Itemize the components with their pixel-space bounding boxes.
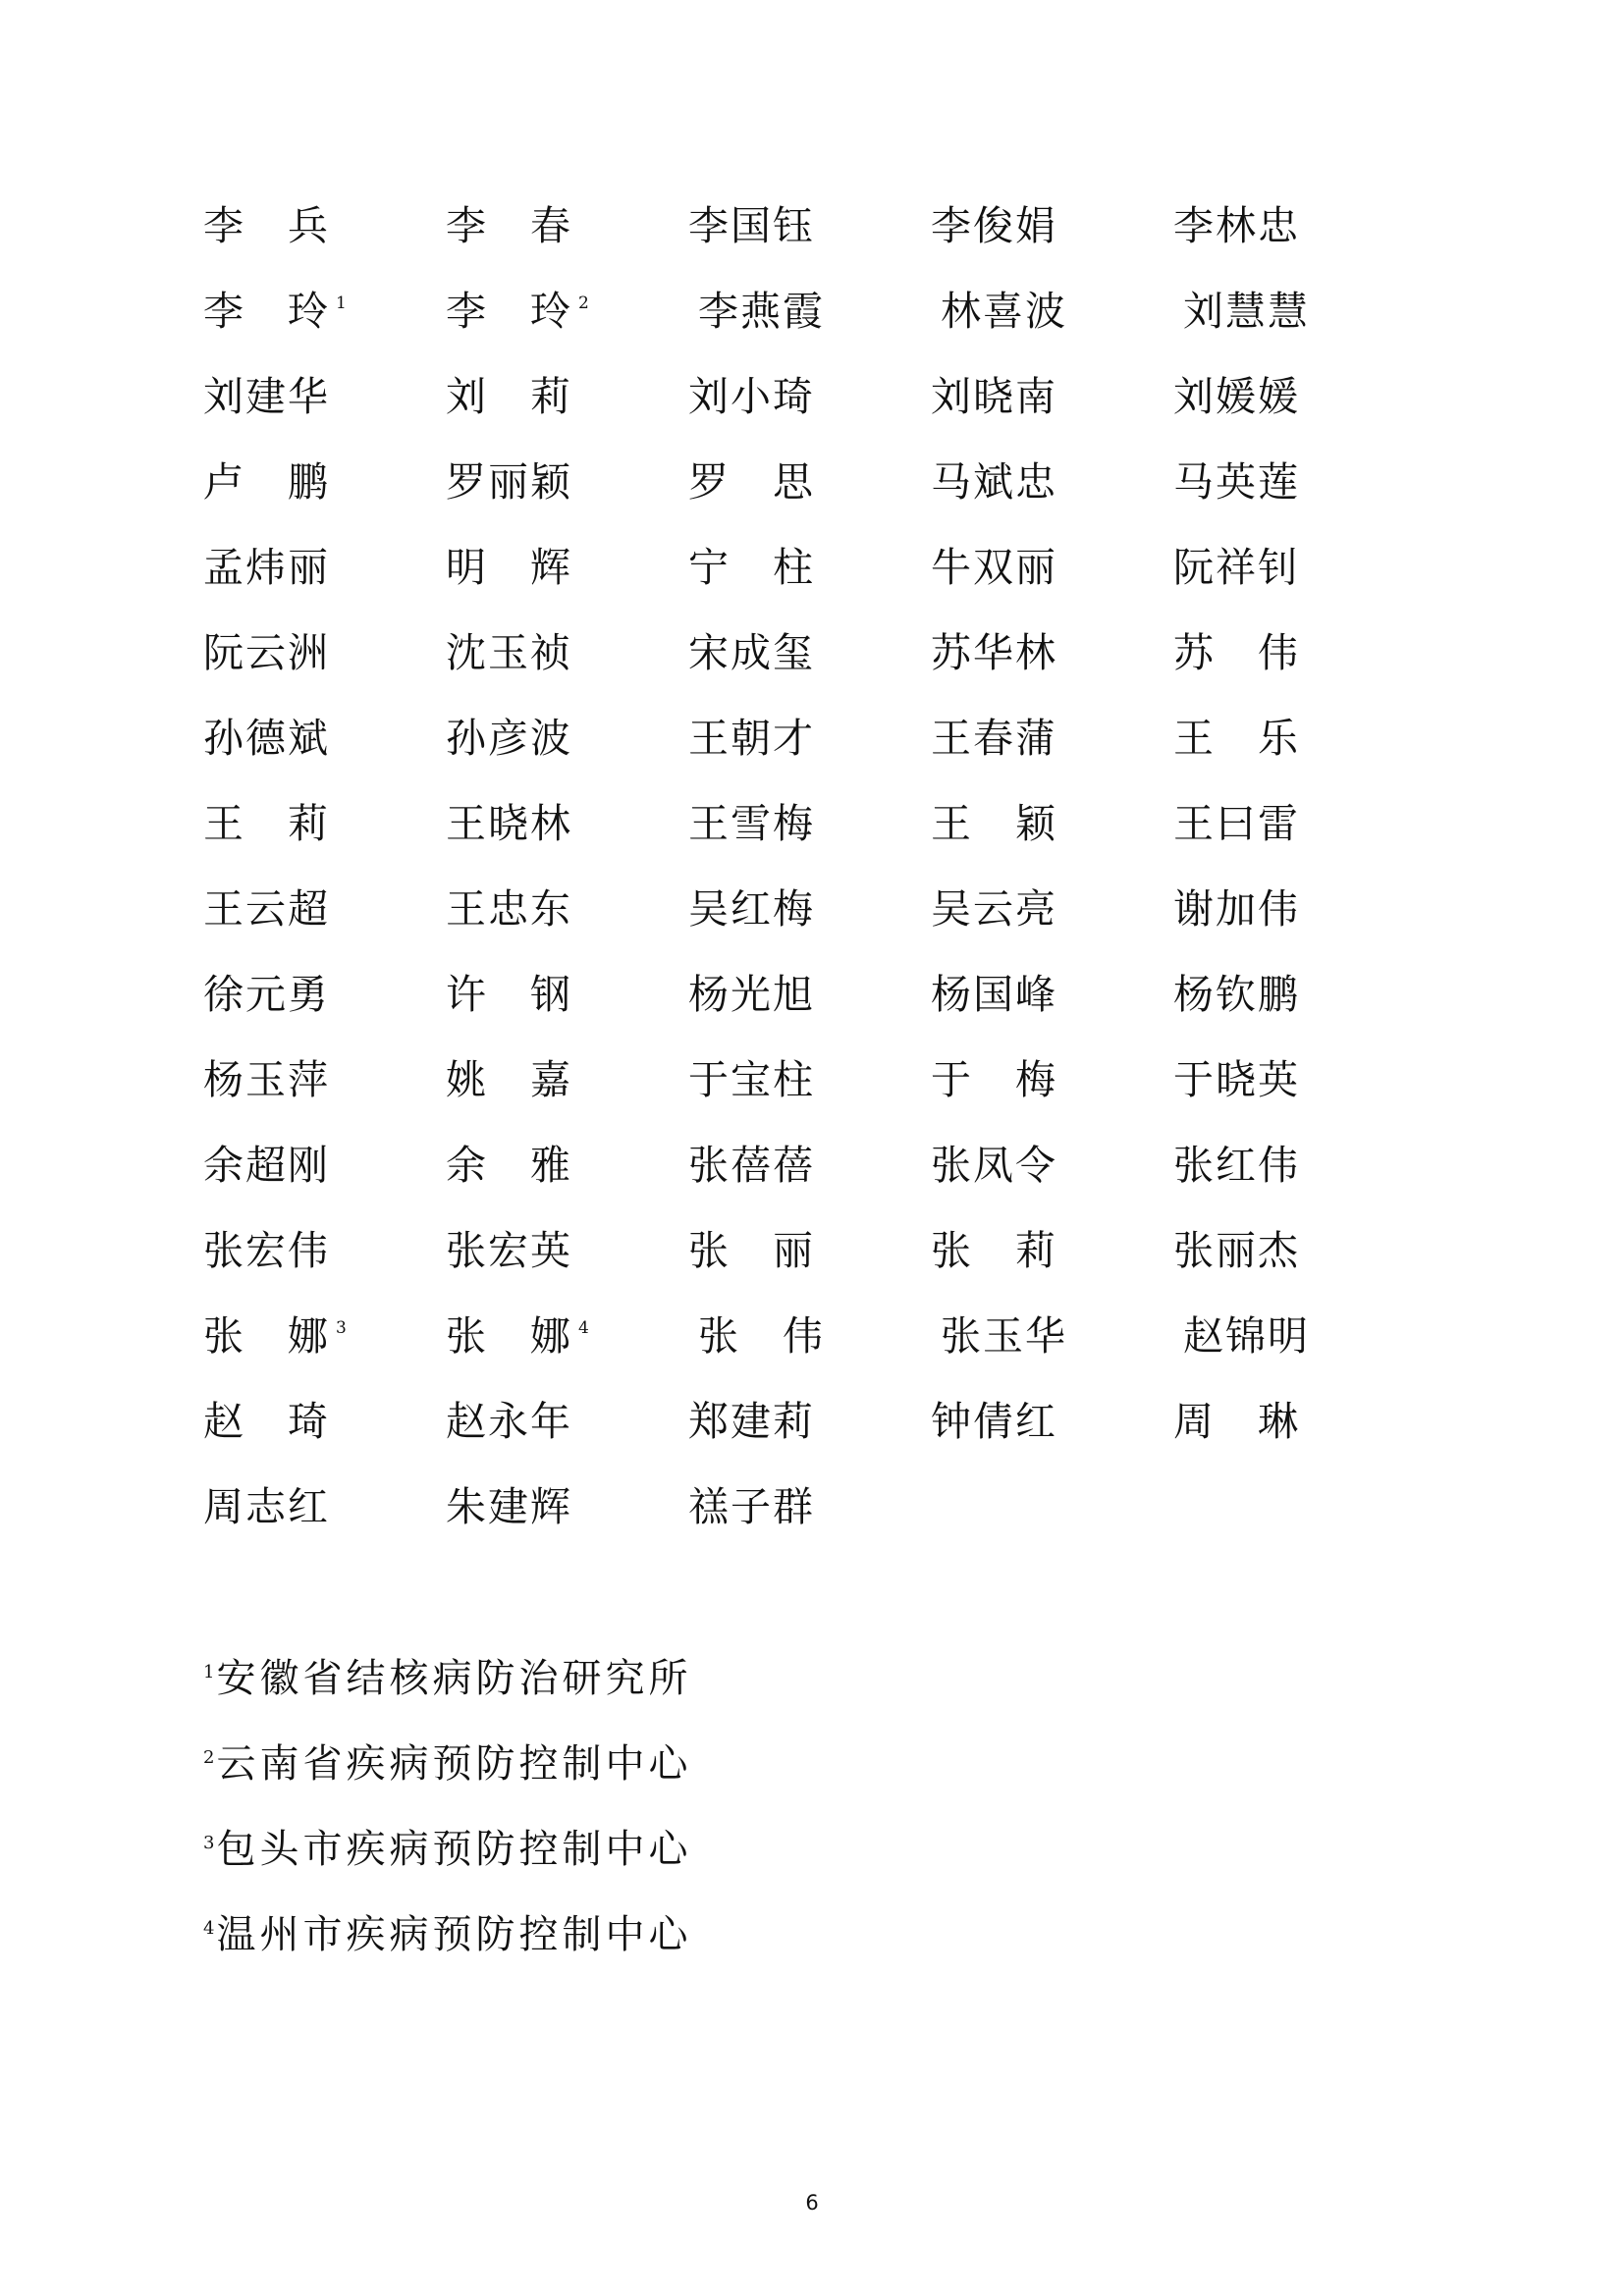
footnote-text: 包头市疾病预防控制中心 xyxy=(216,1827,692,1872)
name-row xyxy=(203,538,1480,597)
name: 张 莉 xyxy=(931,1227,1057,1274)
name: 张丽杰 xyxy=(1173,1227,1300,1274)
footnote-mark: 1 xyxy=(336,294,347,313)
footnote xyxy=(203,1649,691,1708)
name: 李 玲 xyxy=(446,288,572,335)
name: 王曰雷 xyxy=(1173,800,1300,847)
name-with-footnote xyxy=(203,282,347,341)
footnote-mark: 2 xyxy=(203,1747,215,1768)
name: 张 娜 xyxy=(203,1312,330,1360)
name: 李燕霞 xyxy=(698,288,825,335)
name: 刘 莉 xyxy=(446,373,572,420)
name: 赵永年 xyxy=(446,1398,572,1445)
name-with-footnote xyxy=(203,1307,347,1365)
name: 李 春 xyxy=(446,202,572,249)
name: 姚 嘉 xyxy=(446,1056,572,1103)
name: 王 颖 xyxy=(931,800,1057,847)
footnote-mark: 4 xyxy=(578,1318,589,1338)
name: 张凤令 xyxy=(931,1142,1057,1189)
name: 刘建华 xyxy=(203,373,330,420)
name: 杨钦鹏 xyxy=(1173,971,1300,1018)
name: 罗丽颖 xyxy=(446,458,572,506)
name-row xyxy=(203,1050,1480,1109)
name-row xyxy=(203,709,1480,768)
name: 张宏英 xyxy=(446,1227,572,1274)
name: 刘小琦 xyxy=(688,373,815,420)
footnote-mark: 2 xyxy=(578,294,589,313)
name: 张 娜 xyxy=(446,1312,572,1360)
name: 牛双丽 xyxy=(931,544,1057,591)
name: 阮祥钊 xyxy=(1173,544,1300,591)
name-row xyxy=(203,965,1480,1024)
footnote-mark: 3 xyxy=(203,1833,215,1853)
name: 张蓓蓓 xyxy=(688,1142,815,1189)
name-row xyxy=(203,794,1480,853)
name: 于 梅 xyxy=(931,1056,1057,1103)
name-row xyxy=(203,623,1480,682)
name-with-footnote xyxy=(446,282,589,341)
name: 徐元勇 xyxy=(203,971,330,1018)
name: 李俊娟 xyxy=(931,202,1057,249)
name: 张宏伟 xyxy=(203,1227,330,1274)
name-row xyxy=(203,1392,1480,1451)
footnote-text: 安徽省结核病防治研究所 xyxy=(216,1656,692,1701)
name: 苏 伟 xyxy=(1173,629,1300,676)
name: 王 莉 xyxy=(203,800,330,847)
footnote-mark: 1 xyxy=(203,1662,215,1682)
footnote xyxy=(203,1735,691,1793)
name: 苏华林 xyxy=(931,629,1057,676)
footnote-text: 温州市疾病预防控制中心 xyxy=(216,1912,692,1957)
name: 李林忠 xyxy=(1173,202,1300,249)
name: 余 雅 xyxy=(446,1142,572,1189)
name: 杨国峰 xyxy=(931,971,1057,1018)
footnote-mark: 3 xyxy=(336,1318,347,1338)
name: 马英莲 xyxy=(1173,458,1300,506)
name-row xyxy=(203,196,1480,255)
name-row xyxy=(203,1221,1480,1280)
name: 刘晓南 xyxy=(931,373,1057,420)
name: 罗 思 xyxy=(688,458,815,506)
name: 周志红 xyxy=(203,1483,330,1530)
name: 张红伟 xyxy=(1173,1142,1300,1189)
name: 王雪梅 xyxy=(688,800,815,847)
name: 明 辉 xyxy=(446,544,572,591)
name: 孟炜丽 xyxy=(203,544,330,591)
name-row xyxy=(203,453,1480,511)
name: 李 玲 xyxy=(203,288,330,335)
name: 王 乐 xyxy=(1173,715,1300,762)
name: 钟倩红 xyxy=(931,1398,1057,1445)
name: 马斌忠 xyxy=(931,458,1057,506)
footnote xyxy=(203,1820,691,1879)
name: 孙德斌 xyxy=(203,715,330,762)
page-number: 6 xyxy=(805,2191,819,2215)
name-with-footnote xyxy=(446,1307,589,1365)
name: 王朝才 xyxy=(688,715,815,762)
name: 吴云亮 xyxy=(931,885,1057,933)
name: 孙彦波 xyxy=(446,715,572,762)
name: 赵 琦 xyxy=(203,1398,330,1445)
name: 张玉华 xyxy=(941,1312,1067,1360)
name: 李国钰 xyxy=(688,202,815,249)
name: 林喜波 xyxy=(941,288,1067,335)
name: 朱建辉 xyxy=(446,1483,572,1530)
name: 张 伟 xyxy=(698,1312,825,1360)
name: 张 丽 xyxy=(688,1227,815,1274)
name: 宁 柱 xyxy=(688,544,815,591)
name: 许 钢 xyxy=(446,971,572,1018)
name: 于宝柱 xyxy=(688,1056,815,1103)
name: 于晓英 xyxy=(1173,1056,1300,1103)
name-row xyxy=(203,880,1480,938)
name: 杨光旭 xyxy=(688,971,815,1018)
name: 王忠东 xyxy=(446,885,572,933)
name: 吴红梅 xyxy=(688,885,815,933)
name: 禚子群 xyxy=(688,1483,815,1530)
name-row xyxy=(203,1307,1480,1365)
name: 谢加伟 xyxy=(1173,885,1300,933)
name: 郑建莉 xyxy=(688,1398,815,1445)
name: 刘慧慧 xyxy=(1183,288,1310,335)
name: 周 琳 xyxy=(1173,1398,1300,1445)
name-row xyxy=(203,1477,1480,1536)
name-row xyxy=(203,367,1480,426)
name: 王春蒲 xyxy=(931,715,1057,762)
name: 宋成玺 xyxy=(688,629,815,676)
name: 赵锦明 xyxy=(1183,1312,1310,1360)
name: 王晓林 xyxy=(446,800,572,847)
name: 王云超 xyxy=(203,885,330,933)
name: 杨玉萍 xyxy=(203,1056,330,1103)
footnote-text: 云南省疾病预防控制中心 xyxy=(216,1741,692,1787)
name: 沈玉祯 xyxy=(446,629,572,676)
name: 刘媛媛 xyxy=(1173,373,1300,420)
footnote-mark: 4 xyxy=(203,1918,215,1939)
name: 李 兵 xyxy=(203,202,330,249)
name: 余超刚 xyxy=(203,1142,330,1189)
name: 阮云洲 xyxy=(203,629,330,676)
name: 卢 鹏 xyxy=(203,458,330,506)
name-row xyxy=(203,282,1480,341)
footnote xyxy=(203,1905,691,1964)
name-row xyxy=(203,1136,1480,1195)
